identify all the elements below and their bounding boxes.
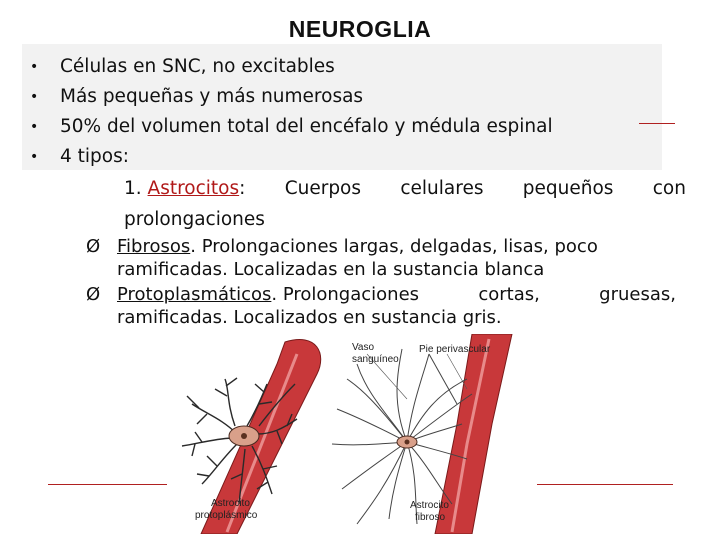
nucleus: [405, 440, 410, 445]
astrocyte-svg: [167, 334, 537, 534]
label-proto-1: Astrocito: [211, 498, 250, 509]
bullet-text: Más pequeñas y más numerosas: [60, 86, 364, 107]
colon: :: [239, 178, 246, 199]
astrocitos-heading: [124, 178, 686, 200]
bullet-text: Células en SNC, no excitables: [60, 56, 335, 77]
bullet-dot: •: [30, 119, 39, 135]
subitem-line: [117, 235, 676, 258]
fibrosos-term: Fibrosos: [117, 236, 191, 257]
label-proto-2: protoplásmico: [195, 510, 258, 521]
decorative-red-line: [48, 484, 170, 485]
word: gruesas,: [599, 284, 676, 305]
arrow-bullet-icon: Ø: [86, 284, 101, 305]
bullet-list: [28, 52, 553, 172]
label-vaso-1: Vaso: [352, 342, 375, 353]
nucleus: [241, 433, 247, 439]
list-number: 1.: [124, 178, 142, 199]
decorative-red-line: [639, 123, 675, 124]
astrocyte-illustration: [167, 334, 537, 534]
slide-title: NEUROGLIA: [288, 16, 432, 42]
label-vaso-2: sanguíneo: [352, 354, 399, 365]
subitem-fibrosos: [86, 235, 676, 281]
astrocitos-term: Astrocitos: [147, 178, 240, 199]
label-pie-perivascular: Pie perivascular: [419, 344, 491, 355]
word: con: [652, 178, 686, 199]
subitem-line: ramificadas. Localizados en sustancia gris.: [117, 307, 502, 328]
astrocitos-label: [124, 178, 245, 200]
word: celulares: [400, 178, 484, 199]
astrocitos-continuation: prolongaciones: [124, 209, 265, 230]
bullet-text: 50% del volumen total del encéfalo y médula espinal: [60, 116, 553, 137]
bullet-item: [28, 142, 553, 172]
label-fib-1: Astrocito: [410, 500, 449, 511]
decorative-red-line: [537, 484, 673, 485]
word: cortas,: [478, 284, 540, 305]
label-leader-line: [447, 354, 467, 389]
bullet-dot: •: [30, 89, 39, 105]
label-fib-2: fibroso: [415, 512, 446, 523]
bullet-dot: •: [30, 149, 39, 165]
bullet-text: 4 tipos:: [60, 146, 129, 167]
subitem-line: ramificadas. Localizadas en la sustancia blanca: [117, 259, 545, 280]
bullet-dot: •: [30, 59, 39, 75]
arrow-bullet-icon: Ø: [86, 236, 101, 257]
word: Cuerpos: [284, 178, 362, 199]
bullet-item: [28, 52, 553, 82]
word: pequeños: [522, 178, 614, 199]
subitem-text: . Prolongaciones largas, delgadas, lisas, poco: [190, 236, 598, 257]
protoplasmaticos-term: Protoplasmáticos: [117, 284, 272, 305]
bullet-item: [28, 112, 553, 142]
subitem-lead: [117, 283, 419, 306]
subitem-text: . Prolongaciones: [271, 284, 420, 305]
bullet-item: [28, 82, 553, 112]
subitem-protoplasmaticos: [86, 283, 676, 329]
subitem-line: [117, 283, 676, 306]
